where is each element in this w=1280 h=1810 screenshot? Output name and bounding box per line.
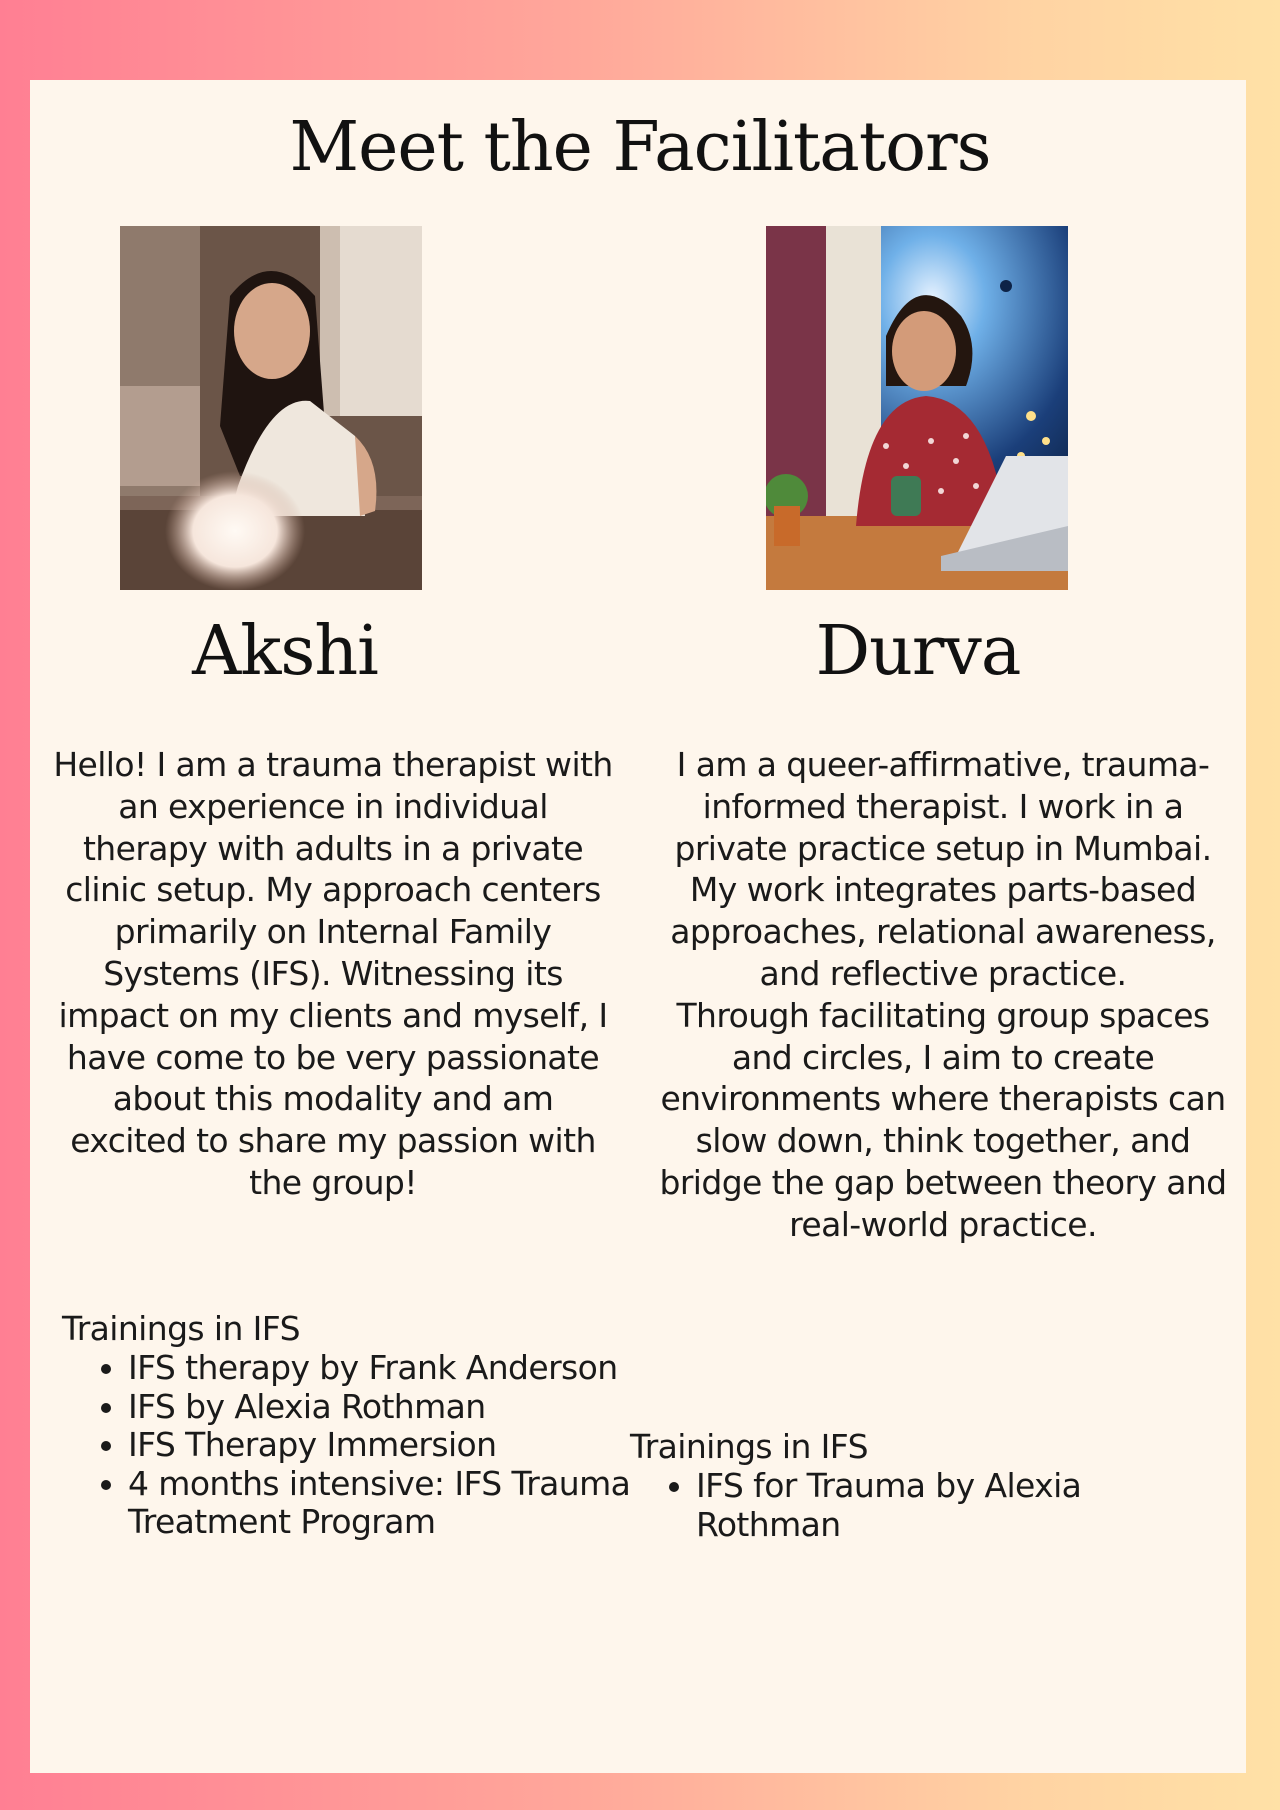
training-item: • IFS therapy by Frank Anderson: [128, 1349, 662, 1388]
trainings-akshi: [62, 1309, 662, 1542]
trainings-list: [630, 1467, 1190, 1544]
photo-akshi: [120, 226, 422, 590]
facilitator-name-akshi: Akshi: [192, 612, 378, 691]
bio-durva: [646, 744, 1240, 1246]
bio-paragraph: Hello! I am a trauma therapist with an experience in individual therapy with adults in a private clinic setup. My approach centers primarily on Internal Family Systems (IFS). Witnessing its impact on my clients and myself, I have come to be very passionate about this modality and am excited to share my passion with the group!: [53, 745, 613, 1202]
trainings-list: [62, 1349, 662, 1542]
training-item: • IFS Therapy Immersion: [128, 1426, 662, 1465]
bio-akshi: [52, 744, 614, 1204]
portrait-image: [120, 226, 422, 590]
bio-paragraph: I am a queer-affirmative, trauma-informed therapist. I work in a private practice setup in Mumbai.: [674, 745, 1212, 868]
training-item: • IFS for Trauma by Alexia Rothman: [696, 1467, 1190, 1544]
trainings-heading: Trainings in IFS: [62, 1309, 300, 1348]
bio-paragraph: Through facilitating group spaces and circles, I aim to create environments where therapists can slow down, think together, and bridge the gap between theory and real-world practice.: [659, 995, 1227, 1244]
trainings-heading: Trainings in IFS: [630, 1427, 868, 1466]
portrait-image: [766, 226, 1068, 590]
facilitator-name-durva: Durva: [815, 612, 1021, 691]
bio-paragraph: My work integrates parts-based approaches, relational awareness, and reflective practice.: [670, 870, 1216, 993]
training-item: • IFS by Alexia Rothman: [128, 1388, 662, 1427]
trainings-durva: [630, 1427, 1190, 1544]
training-item: • 4 months intensive: IFS Trauma Treatment Program: [128, 1465, 662, 1542]
page-title: Meet the Facilitators: [289, 108, 991, 187]
photo-durva: [766, 226, 1068, 590]
